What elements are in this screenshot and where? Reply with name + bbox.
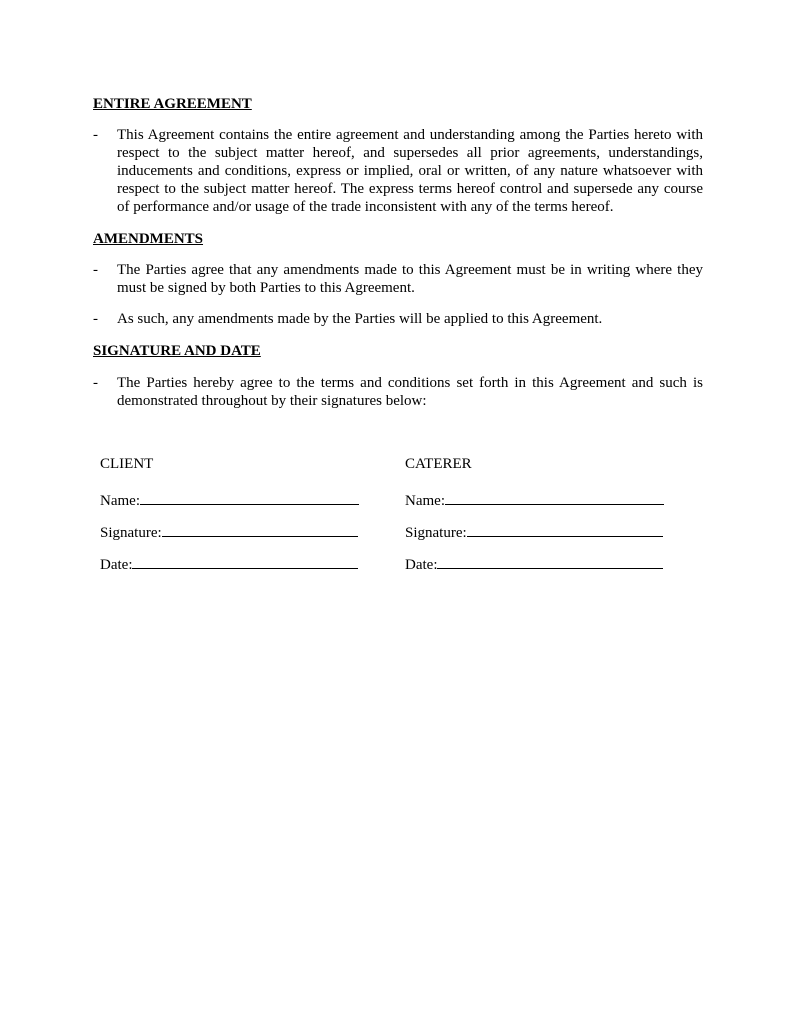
bullet-signature [93, 374, 703, 410]
bullet-dash: - [93, 127, 98, 143]
caterer-name-field[interactable] [405, 491, 664, 510]
heading-amendments: AMENDMENTS [93, 231, 204, 247]
caterer-signature-field[interactable] [405, 523, 663, 542]
bullet-text: This Agreement contains the entire agreement and understanding among the Parties hereto with respect to the subject matter hereof, and supersedes all prior agreements, understandings, inducements and conditions, express or implied, oral or written, of any nature whatsoever with respect to the subject matter hereof. The express terms hereof control and supersede any course of performance and/or usage of the trade inconsistent with any of the terms hereof. [117, 127, 703, 215]
bullet-entire-agreement [93, 126, 703, 216]
caterer-name-line[interactable] [445, 491, 664, 505]
caterer-name-label: Name: [405, 493, 445, 509]
client-signature-label: Signature: [100, 525, 162, 541]
caterer-date-field[interactable] [405, 555, 663, 574]
bullet-amendments-1 [93, 261, 703, 297]
client-date-label: Date: [100, 557, 133, 573]
caterer-label: CATERER [405, 456, 472, 472]
heading-signature-and-date: SIGNATURE AND DATE [93, 343, 261, 359]
caterer-signature-label: Signature: [405, 525, 467, 541]
caterer-signature-line[interactable] [467, 523, 663, 537]
bullet-dash: - [93, 375, 98, 391]
client-signature-field[interactable] [100, 523, 358, 542]
bullet-text: The Parties hereby agree to the terms and conditions set forth in this Agreement and such is demonstrated throughout by their signatures below: [117, 375, 703, 409]
client-name-field[interactable] [100, 491, 359, 510]
bullet-text: The Parties agree that any amendments made to this Agreement must be in writing where they must be signed by both Parties to this Agreement. [117, 262, 703, 296]
caterer-date-line[interactable] [437, 555, 663, 569]
client-date-line[interactable] [132, 555, 358, 569]
client-label: CLIENT [100, 456, 154, 472]
bullet-dash: - [93, 311, 98, 327]
bullet-dash: - [93, 262, 98, 278]
bullet-text: As such, any amendments made by the Parties will be applied to this Agreement. [117, 311, 603, 327]
bullet-amendments-2 [93, 310, 703, 328]
client-name-line[interactable] [140, 491, 359, 505]
client-name-label: Name: [100, 493, 140, 509]
heading-entire-agreement: ENTIRE AGREEMENT [93, 96, 252, 112]
client-date-field[interactable] [100, 555, 358, 574]
caterer-date-label: Date: [405, 557, 438, 573]
client-signature-line[interactable] [162, 523, 358, 537]
